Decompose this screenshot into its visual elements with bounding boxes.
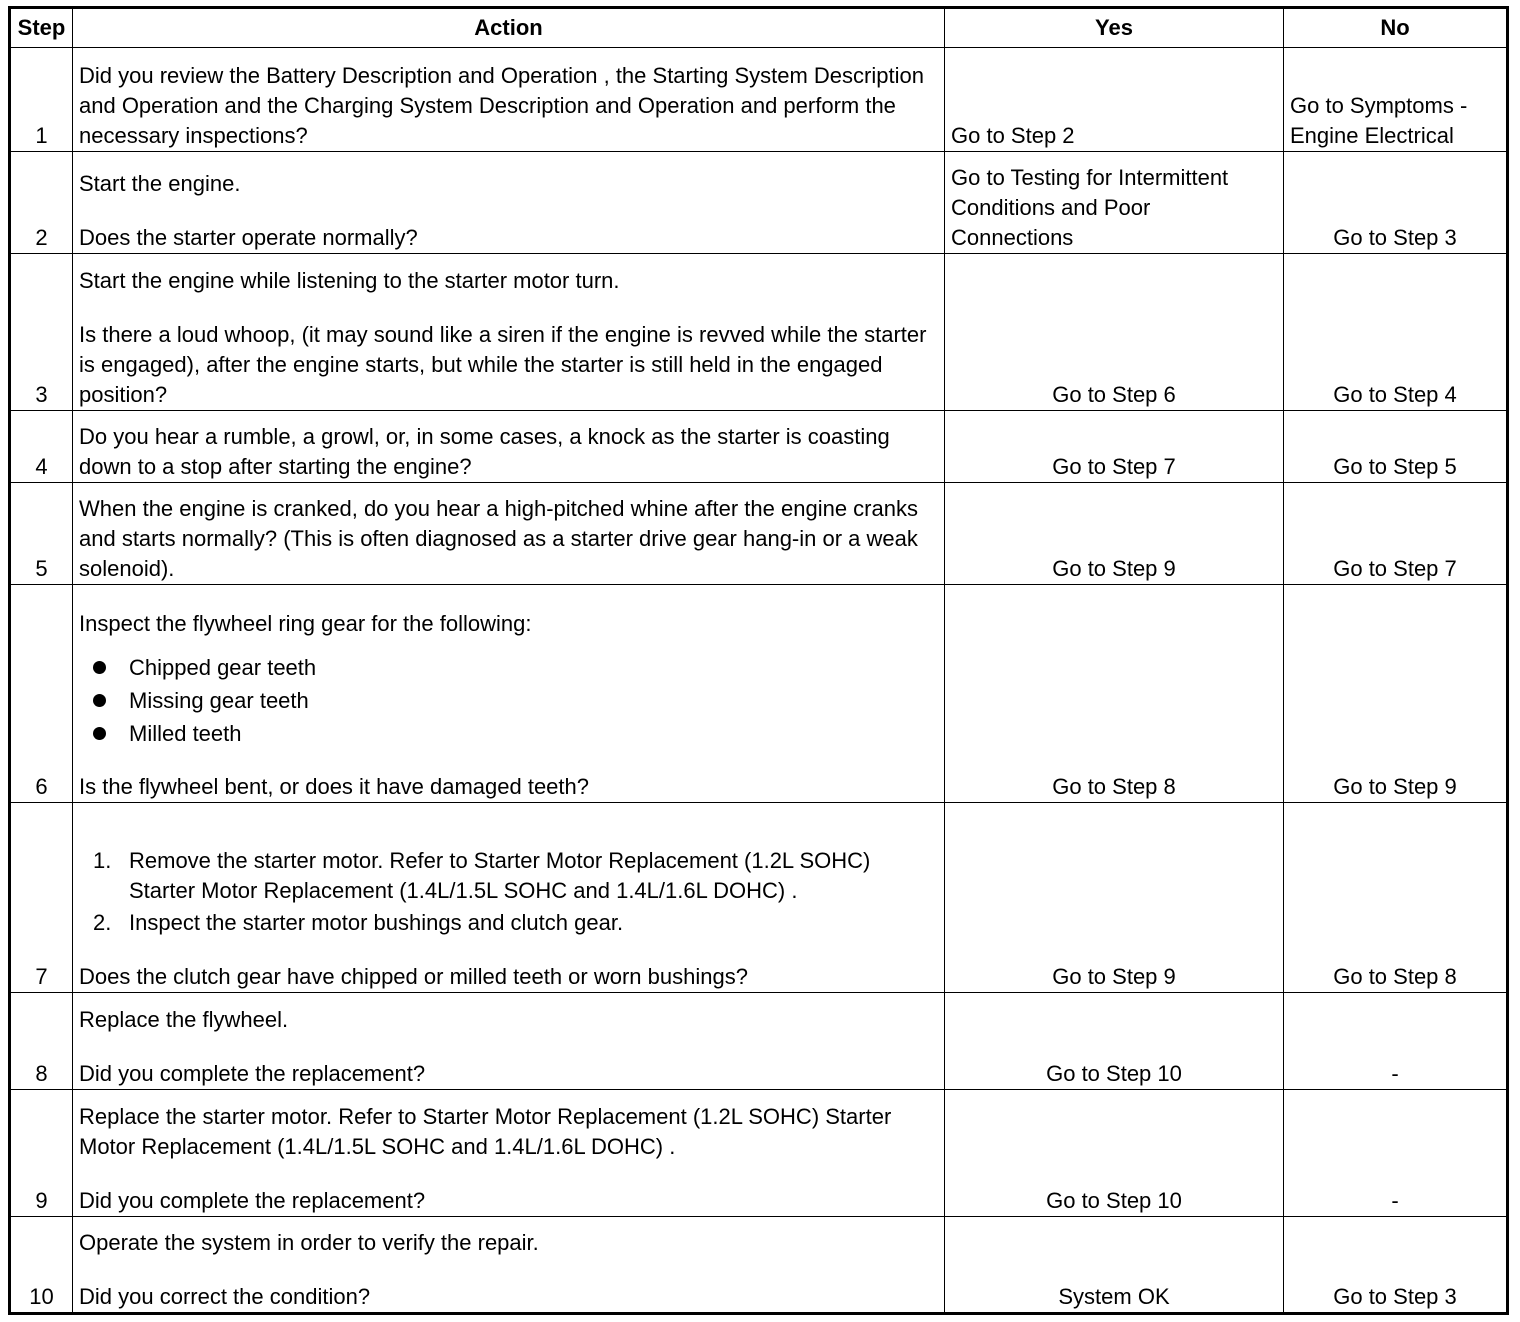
- table-row: [10, 1090, 1508, 1217]
- action-text: Replace the flywheel.: [79, 1007, 289, 1032]
- no-cell: Go to Step 8: [1284, 803, 1508, 993]
- no-cell: Go to Step 9: [1284, 585, 1508, 803]
- yes-cell: Go to Step 10: [945, 1090, 1284, 1217]
- action-text: Replace the starter motor. Refer to Starter Motor Replacement (1.2L SOHC) Starter Motor Replacement (1.4L/1.5L SOHC and 1.4L/1.6L DOHC) .: [79, 1104, 892, 1159]
- action-cell: [73, 1217, 945, 1314]
- action-text: Operate the system in order to verify the repair.: [79, 1230, 539, 1255]
- action-text: Do you hear a rumble, a growl, or, in some cases, a knock as the starter is coasting down to a stop after starting the engine?: [79, 424, 890, 479]
- step-number: 10: [10, 1217, 73, 1314]
- yes-cell: Go to Step 6: [945, 254, 1284, 411]
- no-cell: Go to Step 3: [1284, 1217, 1508, 1314]
- bullet-item: Missing gear teeth: [79, 684, 938, 717]
- step-number: 3: [10, 254, 73, 411]
- action-question: Does the clutch gear have chipped or milled teeth or worn bushings?: [79, 964, 748, 989]
- table-row: [10, 254, 1508, 411]
- table-row: [10, 483, 1508, 585]
- action-question: Did you complete the replacement?: [79, 1061, 426, 1086]
- table-row: [10, 803, 1508, 993]
- header-no: No: [1284, 8, 1508, 48]
- action-question: Does the starter operate normally?: [79, 225, 418, 250]
- action-cell: [73, 1090, 945, 1217]
- yes-cell: Go to Step 10: [945, 993, 1284, 1090]
- step-number: 7: [10, 803, 73, 993]
- no-cell: Go to Symptoms - Engine Electrical: [1284, 48, 1508, 152]
- action-cell: [73, 152, 945, 254]
- step-number: 8: [10, 993, 73, 1090]
- step-number: 2: [10, 152, 73, 254]
- diagnostic-table: [8, 6, 1509, 1315]
- no-cell: -: [1284, 993, 1508, 1090]
- table-row: [10, 585, 1508, 803]
- step-number: 9: [10, 1090, 73, 1217]
- no-cell: -: [1284, 1090, 1508, 1217]
- table-row: [10, 993, 1508, 1090]
- header-yes: Yes: [945, 8, 1284, 48]
- header-row: [10, 8, 1508, 48]
- table-row: [10, 48, 1508, 152]
- step-number: 1: [10, 48, 73, 152]
- no-cell: Go to Step 3: [1284, 152, 1508, 254]
- action-cell: [73, 585, 945, 803]
- yes-cell: Go to Testing for Intermittent Conditions and Poor Connections: [945, 152, 1284, 254]
- table-row: [10, 1217, 1508, 1314]
- bullet-icon: [93, 661, 106, 674]
- table-row: [10, 152, 1508, 254]
- action-cell: [73, 803, 945, 993]
- action-text: When the engine is cranked, do you hear a high-pitched whine after the engine cranks and starts normally? (This is often diagnosed as a starter drive gear hang-in or a weak solenoid).: [79, 496, 918, 581]
- yes-cell: Go to Step 7: [945, 411, 1284, 483]
- yes-cell: Go to Step 8: [945, 585, 1284, 803]
- action-text: Inspect the flywheel ring gear for the following:: [79, 611, 532, 636]
- header-action: Action: [73, 8, 945, 48]
- bullet-icon: [93, 694, 106, 707]
- action-question: Did you complete the replacement?: [79, 1188, 426, 1213]
- action-cell: [73, 254, 945, 411]
- bullet-item: Milled teeth: [79, 717, 938, 750]
- bullet-icon: [93, 727, 106, 740]
- bullet-item: Chipped gear teeth: [79, 651, 938, 684]
- numbered-item: 1. Remove the starter motor. Refer to Starter Motor Replacement (1.2L SOHC) Starter Motor Replacement (1.4L/1.5L SOHC and 1.4L/1.6L DOHC) .: [93, 848, 871, 903]
- action-question: Is there a loud whoop, (it may sound like a siren if the engine is revved while the starter is engaged), after the engine starts, but while the starter is still held in the engaged position?: [79, 322, 927, 407]
- action-cell: [73, 48, 945, 152]
- no-cell: Go to Step 7: [1284, 483, 1508, 585]
- step-number: 4: [10, 411, 73, 483]
- yes-cell: System OK: [945, 1217, 1284, 1314]
- yes-cell: Go to Step 9: [945, 803, 1284, 993]
- action-question: Did you correct the condition?: [79, 1284, 371, 1309]
- action-text: Start the engine while listening to the starter motor turn.: [79, 268, 620, 293]
- numbered-item: 2. Inspect the starter motor bushings and clutch gear.: [93, 910, 624, 935]
- no-cell: Go to Step 4: [1284, 254, 1508, 411]
- action-question: Is the flywheel bent, or does it have damaged teeth?: [79, 774, 589, 799]
- header-step: Step: [10, 8, 73, 48]
- table-row: [10, 411, 1508, 483]
- yes-cell: Go to Step 9: [945, 483, 1284, 585]
- step-number: 5: [10, 483, 73, 585]
- action-text: Start the engine.: [79, 171, 241, 196]
- action-cell: [73, 993, 945, 1090]
- action-text: Did you review the Battery Description and Operation , the Starting System Description and Operation and the Charging System Description and Operation and perform the necessary inspections?: [79, 63, 924, 148]
- action-cell: [73, 483, 945, 585]
- step-number: 6: [10, 585, 73, 803]
- yes-cell: Go to Step 2: [945, 48, 1284, 152]
- action-cell: [73, 411, 945, 483]
- no-cell: Go to Step 5: [1284, 411, 1508, 483]
